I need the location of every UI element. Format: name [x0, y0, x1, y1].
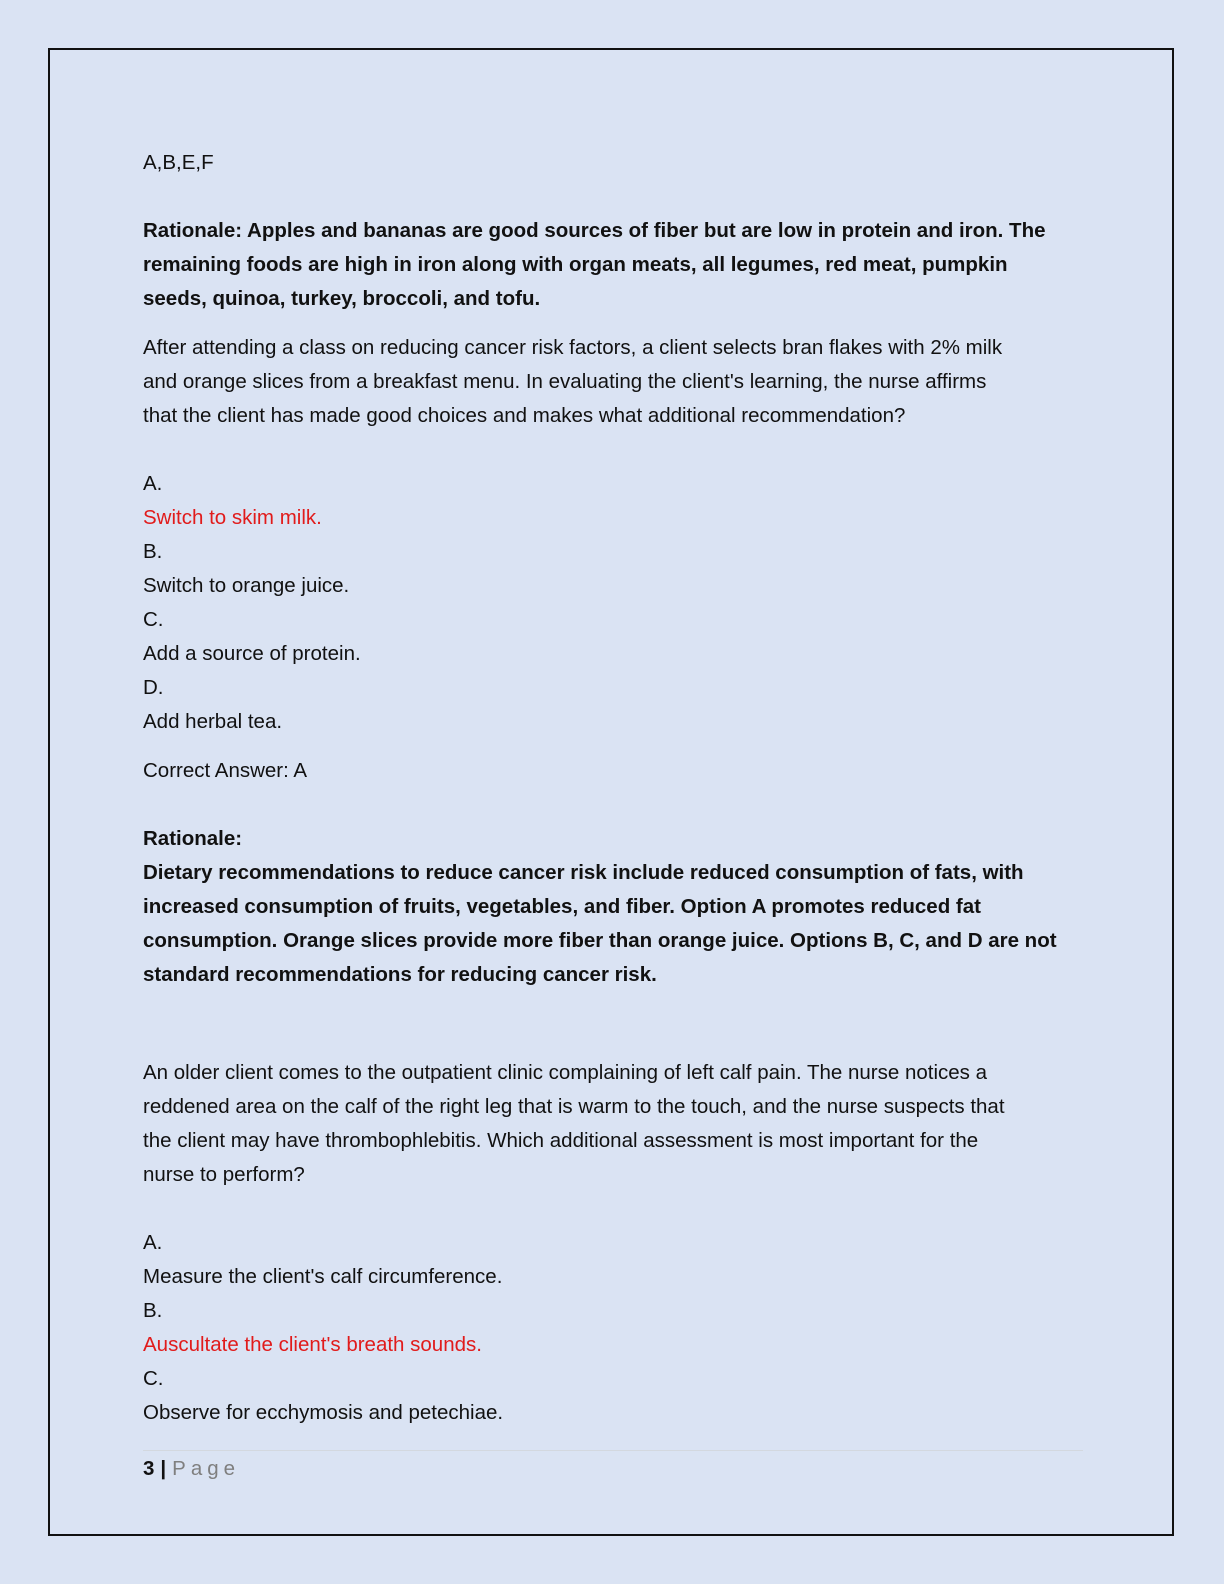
rationale-line: standard recommendations for reducing cancer risk. — [143, 963, 657, 986]
correct-answer: Correct Answer: A — [143, 759, 308, 782]
rationale-line: increased consumption of fruits, vegetables, and fiber. Option A promotes reduced fat — [143, 895, 981, 918]
footer-divider — [143, 1450, 1083, 1451]
option-letter: A. — [143, 1231, 163, 1254]
page-footer — [143, 1454, 240, 1484]
option-text: Measure the client's calf circumference. — [143, 1265, 503, 1288]
option-letter: B. — [143, 1299, 163, 1322]
rationale-line: Rationale: Apples and bananas are good sources of fiber but are low in protein and iron. The — [143, 219, 1046, 242]
previous-answer: A,B,E,F — [143, 151, 214, 174]
question-1-rationale — [143, 822, 1083, 992]
option-text: Switch to orange juice. — [143, 574, 350, 597]
stem-line: After attending a class on reducing cancer risk factors, a client selects bran flakes with 2% milk — [143, 336, 1003, 359]
option-letter: A. — [143, 472, 163, 495]
rationale-heading: Rationale: — [143, 827, 243, 850]
stem-line: An older client comes to the outpatient clinic complaining of left calf pain. The nurse notices a — [143, 1061, 988, 1084]
question-2-options — [143, 1226, 1083, 1430]
rationale-line: remaining foods are high in iron along with organ meats, all legumes, red meat, pumpkin — [143, 253, 1008, 276]
previous-rationale — [143, 214, 1083, 316]
question-2-stem — [143, 1056, 1083, 1192]
stem-line: the client may have thrombophlebitis. Which additional assessment is most important for the — [143, 1129, 979, 1152]
rationale-line: Dietary recommendations to reduce cancer risk include reduced consumption of fats, with — [143, 861, 1024, 884]
option-letter: C. — [143, 608, 164, 631]
option-letter: B. — [143, 540, 163, 563]
stem-line: and orange slices from a breakfast menu. In evaluating the client's learning, the nurse affirms — [143, 370, 987, 393]
option-text: Add herbal tea. — [143, 710, 283, 733]
footer-separator: | — [160, 1457, 167, 1480]
page-number: 3 — [143, 1457, 155, 1480]
option-text-correct: Switch to skim milk. — [143, 506, 322, 529]
option-letter: C. — [143, 1367, 164, 1390]
question-1-options — [143, 467, 1083, 739]
rationale-line: seeds, quinoa, turkey, broccoli, and tofu. — [143, 287, 541, 310]
stem-line: reddened area on the calf of the right leg that is warm to the touch, and the nurse suspects that — [143, 1095, 1005, 1118]
question-1-stem — [143, 331, 1083, 433]
option-letter: D. — [143, 676, 164, 699]
option-text-correct: Auscultate the client's breath sounds. — [143, 1333, 482, 1356]
rationale-line: consumption. Orange slices provide more fiber than orange juice. Options B, C, and D are not — [143, 929, 1057, 952]
option-text: Add a source of protein. — [143, 642, 361, 665]
stem-line: that the client has made good choices and makes what additional recommendation? — [143, 404, 906, 427]
stem-line: nurse to perform? — [143, 1163, 305, 1186]
page-content — [143, 146, 1083, 1430]
page-label: Page — [172, 1457, 241, 1480]
option-text: Observe for ecchymosis and petechiae. — [143, 1401, 504, 1424]
